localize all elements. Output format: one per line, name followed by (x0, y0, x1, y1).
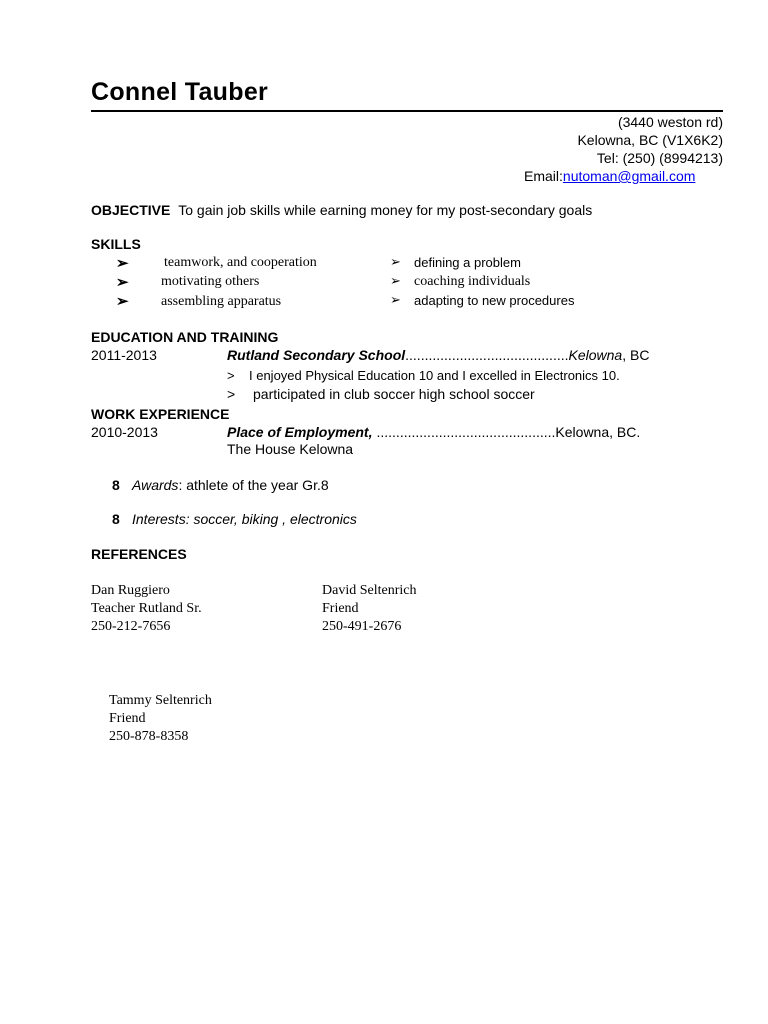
chevron-bullet-icon: > (227, 386, 236, 402)
telephone: Tel: (250) (8994213) (596, 150, 723, 166)
objective-row (91, 202, 592, 218)
chevron-bullet-icon: > (227, 368, 235, 383)
skills-heading: SKILLS (91, 236, 141, 252)
skill-item: motivating others (161, 274, 260, 289)
skill-item: assembling apparatus (161, 294, 282, 309)
references-heading: REFERENCES (91, 546, 187, 562)
reference-role: Friend (322, 601, 359, 616)
employer-name: The House Kelowna (227, 441, 354, 457)
awards-text: : athlete of the year Gr.8 (178, 477, 329, 493)
skill-item: coaching individuals (414, 274, 531, 289)
reference-role: Teacher Rutland Sr. (91, 601, 202, 616)
skill-item: defining a problem (414, 255, 521, 270)
arrow-bullet-icon: ➢ (390, 254, 401, 269)
work-years: 2010-2013 (91, 424, 158, 440)
leader-dots: .............................................. (376, 424, 556, 440)
resume-name: Connel Tauber (91, 78, 269, 106)
objective-label: OBJECTIVE (91, 202, 171, 218)
arrow-bullet-icon: ➢ (116, 274, 129, 291)
education-entry (227, 347, 649, 363)
objective-text: To gain job skills while earning money for my post-secondary goals (178, 202, 593, 218)
reference-card (109, 692, 212, 746)
reference-phone: 250-491-2676 (322, 619, 402, 634)
awards-row (132, 477, 329, 493)
ribbon-bullet-icon: 8 (112, 511, 120, 527)
email-link[interactable]: nutoman@gmail.com (562, 168, 696, 184)
reference-phone: 250-878-8358 (109, 729, 189, 744)
work-heading: WORK EXPERIENCE (91, 406, 230, 422)
awards-label: Awards (132, 477, 179, 493)
interests-text: Interests: soccer, biking , electronics (132, 511, 357, 527)
reference-card (322, 582, 416, 636)
education-province: , BC (622, 347, 650, 363)
arrow-bullet-icon: ➢ (390, 292, 401, 307)
education-heading: EDUCATION AND TRAINING (91, 329, 279, 345)
school-name: Rutland Secondary School (227, 347, 406, 363)
leader-dots: .......................................... (405, 347, 569, 363)
skill-item: adapting to new procedures (414, 293, 575, 308)
workplace-name: Place of Employment, (227, 424, 373, 440)
reference-phone: 250-212-7656 (91, 619, 171, 634)
reference-name: Tammy Seltenrich (109, 693, 212, 708)
reference-card (91, 582, 202, 636)
work-city: Kelowna, BC. (555, 424, 641, 440)
email-row (524, 168, 695, 184)
education-city: Kelowna (568, 347, 623, 363)
address-line-1: (3440 weston rd) (617, 114, 723, 130)
education-years: 2011-2013 (91, 347, 157, 363)
arrow-bullet-icon: ➢ (116, 255, 129, 272)
email-label: Email: (524, 168, 563, 184)
reference-name: Dan Ruggiero (91, 583, 170, 598)
header-rule (91, 110, 723, 112)
reference-name: David Seltenrich (322, 583, 417, 598)
work-entry (227, 424, 640, 440)
arrow-bullet-icon: ➢ (116, 293, 129, 310)
ribbon-bullet-icon: 8 (112, 477, 120, 493)
reference-role: Friend (109, 711, 146, 726)
arrow-bullet-icon: ➢ (390, 273, 401, 288)
address-line-2: Kelowna, BC (V1X6K2) (577, 132, 723, 148)
education-point: participated in club soccer high school soccer (253, 386, 535, 402)
skill-item: teamwork, and cooperation (164, 255, 317, 270)
education-point: I enjoyed Physical Education 10 and I excelled in Electronics 10. (249, 368, 620, 383)
